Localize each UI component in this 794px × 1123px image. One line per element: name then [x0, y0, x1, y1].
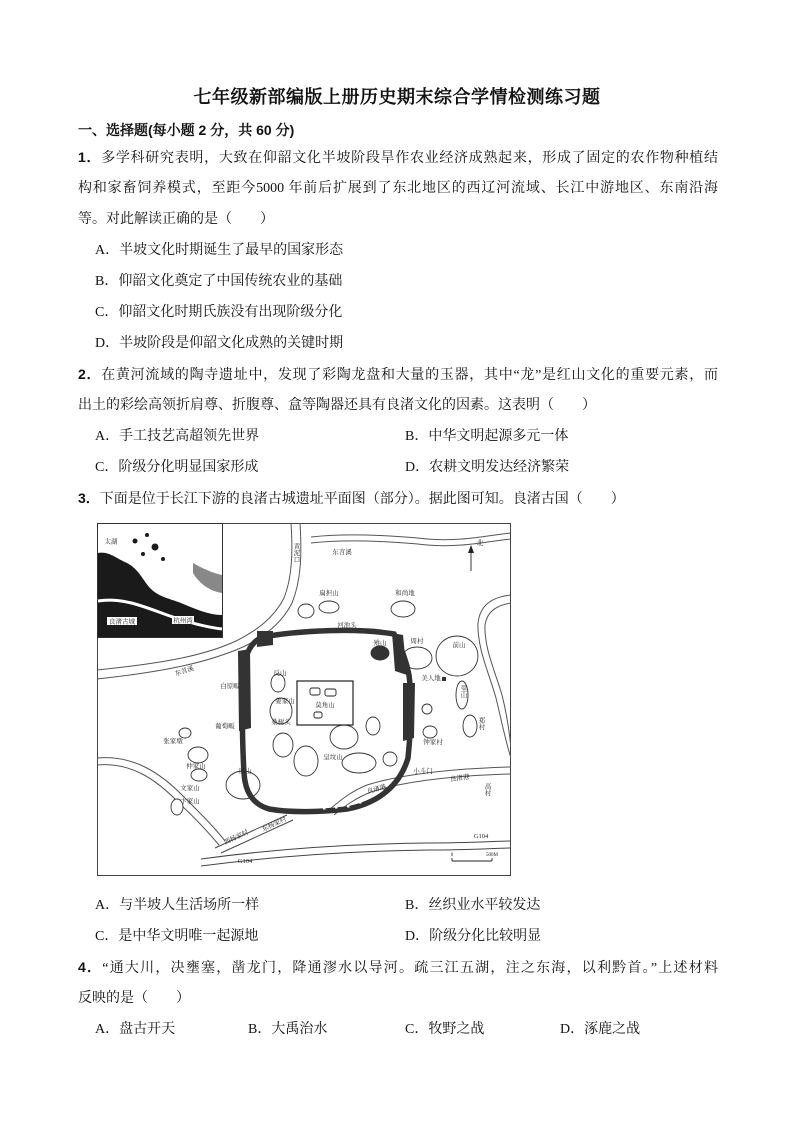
question-3-text-1: 下面是位于长江下游的良渚古城遗址平面图（部分）。据此图可知。良渚古国（ ）: [99, 492, 625, 507]
question-1-option-row-b: [0, 266, 794, 297]
question-2-option-a[interactable]: A．手工技艺高超领先世界: [95, 429, 260, 444]
label-g104-left: G104: [237, 858, 253, 865]
label-zhongjiashan: 仲家山: [186, 763, 206, 770]
hill-zhishan: [371, 646, 389, 660]
label-liangzhugang-inner: 良渚港: [366, 783, 387, 796]
question-2-text-1: 在黄河流域的陶寺遗址中，发现了彩陶龙盘和大量的玉器，其中“龙”是红山文化的重要元素，而: [101, 368, 718, 383]
exam-title: 七年级新部编版上册历史期末综合学情检测练习题: [193, 87, 601, 107]
question-2-option-c[interactable]: C．阶级分化明显国家形成: [95, 460, 259, 475]
label-xiyangjiacun: 西杨家村: [223, 828, 250, 847]
wall-dot: [323, 807, 326, 810]
question-3-line-1: [0, 483, 718, 514]
platform-mound: [310, 688, 320, 695]
label-putaofan: 葡萄畈: [215, 723, 235, 730]
question-1-option-row-c: [0, 297, 794, 328]
question-3-number: 3．: [78, 490, 100, 506]
inset-dot: [133, 539, 138, 544]
label-fengshan: 凤山: [238, 768, 252, 775]
label-zhishan: 雉山: [373, 640, 387, 647]
question-4-line-2: [0, 983, 718, 1014]
wall-dot: [359, 801, 362, 804]
label-dongyangjiacun: 东杨家村: [261, 815, 288, 834]
question-1-line-1: [0, 142, 718, 173]
section-heading: 一、选择题(每小题 2 分，共 60 分): [78, 122, 295, 138]
label-baiyuanfan: 白原畈: [220, 683, 240, 690]
hill: [422, 704, 432, 714]
question-1-option-b[interactable]: B．仰韶文化奠定了中国传统农业的基础: [95, 274, 343, 289]
question-2-number: 2．: [78, 366, 102, 382]
label-zhangjiadun: 张家墩: [163, 738, 183, 745]
label-fanshan: 反山: [273, 670, 287, 677]
liangzhu-city-site-map: [97, 523, 511, 876]
label-huangfenshan: 皇坟山: [323, 754, 343, 761]
label-donghaoxi-left: 东苕溪: [174, 665, 195, 678]
inset-label-hangzhou: 杭州湾: [173, 617, 193, 625]
wall-dot: [335, 806, 338, 809]
map-svg: [97, 523, 511, 876]
question-4-text-1: “通大川，决壅塞，凿龙门，降通漻水以导河。疏三江五湖，注之东海，以利黔首。”上述材料: [102, 961, 718, 976]
scale-max: 500M: [486, 853, 498, 858]
inset-label-liangzhu-city: 良渚古城: [109, 618, 135, 626]
question-1-option-d[interactable]: D．半坡阶段是仰韶文化成熟的关键时期: [95, 336, 344, 351]
hill-zhongjiacun: [423, 726, 437, 738]
label-biandanshan: 扁担山: [319, 590, 339, 597]
inset-map: [98, 524, 223, 638]
question-4-option-b[interactable]: B．大禹治水: [248, 1022, 328, 1037]
questions-block-2: [0, 890, 794, 1045]
question-2-option-b[interactable]: B．中华文明起源多元一体: [405, 429, 569, 444]
question-1-option-row-d: [0, 328, 794, 359]
question-2-option-row-cd: [0, 452, 794, 483]
question-4-option-row: [0, 1014, 794, 1045]
label-wenjiashan: 文家山: [180, 785, 200, 792]
question-4-option-d[interactable]: D．涿鹿之战: [560, 1022, 641, 1037]
question-2-text-2: 出土的彩绘高领折肩尊、折腹尊、盒等陶器还具有良渚文化的因素。这表明（ ）: [78, 398, 596, 413]
question-1-line-2: [0, 173, 718, 204]
platform-mound: [325, 689, 336, 696]
question-3-option-c[interactable]: C．是中华文明唯一起源地: [95, 929, 259, 944]
hill-zhongjiashan: [188, 747, 208, 763]
question-4-line-1: [0, 952, 718, 983]
question-4-number: 4．: [78, 959, 103, 975]
wall-dot: [347, 805, 350, 808]
north-label: 北: [476, 539, 484, 547]
question-3-option-b[interactable]: B．丝织业水平较发达: [405, 898, 541, 913]
label-lishan: 里山: [459, 685, 467, 698]
label-zhongjiacun: 钟家村: [423, 739, 443, 746]
inset-dot: [145, 533, 149, 537]
question-4-text-2: 反映的是（ ）: [78, 991, 190, 1006]
meirendi-marker: [442, 677, 446, 681]
question-2-line-2: [0, 390, 718, 421]
label-liangzhugang-right: 良渚港: [449, 773, 470, 784]
label-meirendi: 美人地: [421, 675, 441, 682]
label-huangnikou: 黄泥口: [292, 543, 300, 563]
scale-zero: 0: [450, 853, 454, 858]
question-4-option-a[interactable]: A．盘古开天: [95, 1022, 176, 1037]
hill: [366, 717, 380, 735]
label-gaocun: 高村: [483, 783, 491, 796]
question-2-line-1: [0, 359, 718, 390]
label-hechitou: 河池头: [337, 622, 357, 629]
questions-block-1: [0, 142, 794, 514]
wall-west-section: [238, 649, 251, 731]
inset-dot: [141, 552, 145, 556]
inset-label-taihu: 太湖: [104, 538, 118, 546]
question-1-text-2: 构和家畜饲养模式，至距今5000 年前后扩展到了东北地区的西辽河流域、长江中游地区、东南沿海: [78, 181, 718, 196]
question-1-number: 1．: [78, 149, 102, 165]
inset-dot: [152, 544, 159, 551]
platform-mound: [314, 712, 322, 718]
hill-zhengcun: [463, 715, 477, 737]
label-g104-right: G104: [473, 833, 489, 840]
label-bianjiashan: 卞家山: [180, 798, 200, 805]
hill-huangfenshan: [342, 753, 376, 773]
label-zhoucun: 周村: [410, 638, 424, 645]
question-3-option-row-ab: [0, 890, 794, 921]
hill: [273, 733, 293, 757]
label-qianshan: 前山: [452, 642, 466, 649]
question-3-option-a[interactable]: A．与半坡人生活场所一样: [95, 898, 260, 913]
question-4-option-c[interactable]: C．牧野之战: [405, 1022, 485, 1037]
question-1-option-a[interactable]: A．半坡文化时期诞生了最早的国家形态: [95, 243, 344, 258]
question-1-text-1: 多学科研究表明，大致在仰韶文化半坡阶段旱作农业经济成熟起来，形成了固定的农作物种植结: [101, 151, 718, 166]
label-heshangdi: 和尚地: [395, 590, 415, 597]
question-1-option-c[interactable]: C．仰韶文化时期氏族没有出现阶级分化: [95, 305, 343, 320]
question-3-option-d[interactable]: D．阶级分化比较明显: [405, 929, 542, 944]
hill: [294, 746, 318, 776]
inset-dot: [161, 557, 165, 561]
question-1-text-3: 等。对此解读正确的是（ ）: [78, 212, 274, 227]
wall-east-section: [403, 683, 415, 741]
wall-northwest-corner: [257, 631, 273, 647]
label-xiaodoumen: 小斗门: [413, 768, 433, 775]
label-donghaoxi-top: 东苕溪: [332, 549, 352, 556]
hill-heshangdi: [391, 601, 415, 617]
hill-biandanshan: [319, 601, 339, 613]
question-1-line-3: [0, 204, 718, 235]
hill: [383, 752, 397, 766]
label-zhengcun: 郑村: [477, 717, 485, 730]
label-jiangjiashan: 姜家山: [275, 698, 295, 705]
question-3-option-row-cd: [0, 921, 794, 952]
hill-zhangjiadun: [179, 728, 191, 738]
hill: [298, 604, 314, 618]
hill-wenjiashan: [191, 769, 207, 781]
label-mojiaoshan: 莫角山: [315, 702, 335, 709]
question-1-option-row-a: [0, 235, 794, 266]
hill: [330, 725, 358, 749]
label-sangshutou: 桑树头: [271, 719, 291, 726]
question-2-option-row-ab: [0, 421, 794, 452]
question-2-option-d[interactable]: D．农耕文明发达经济繁荣: [405, 460, 570, 475]
